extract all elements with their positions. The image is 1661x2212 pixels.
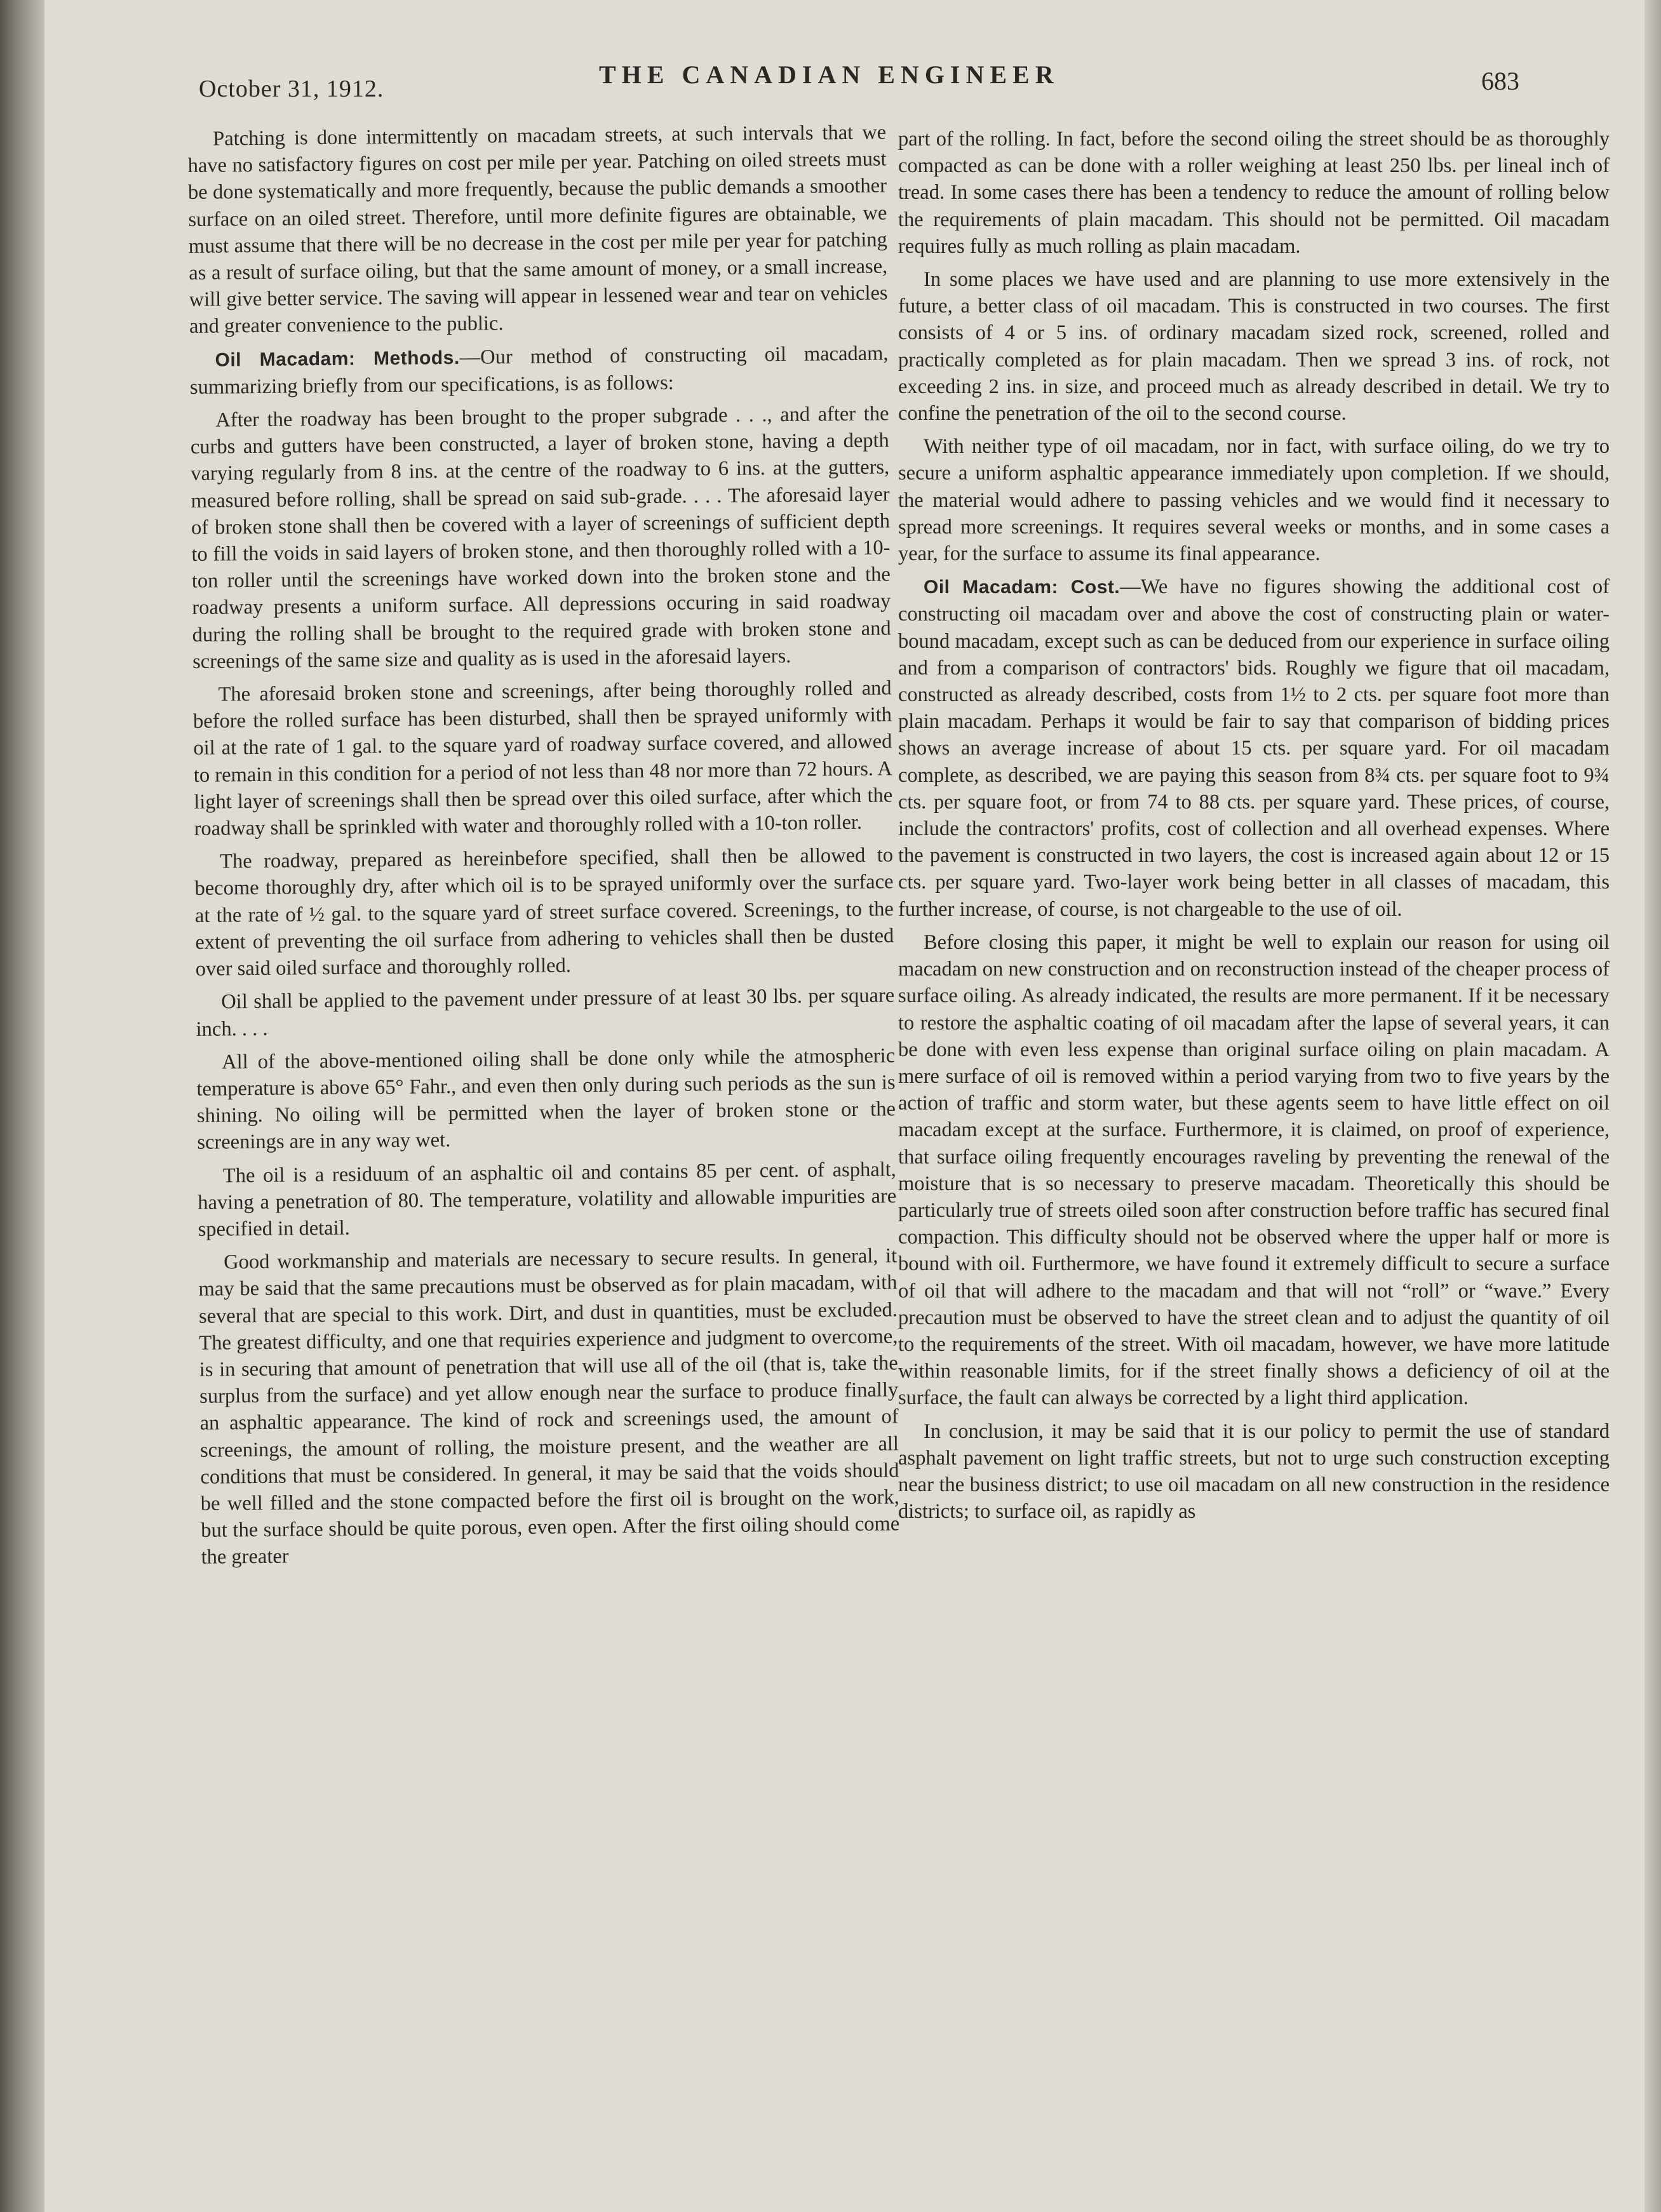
paragraph-text: —We have no figures showing the additional cost of constructing oil macadam over and above the cost of constructing plain or water-bound macadam, except such as can be deduced from our experience in surface oiling and from a comparison of contractors' bids. Roughly we figure that oil macadam, constructed as already described, costs from 1½ to 2 cts. per square foot more than plain macadam. Perhaps it would be fair to say that comparison of bidding prices shows an average increase of about 15 cts. per square yard. For oil macadam complete, as described, we are paying this season from 8¾ cts. per square foot to 9¾ cts. per square foot, or from 74 to 88 cts. per square yard. These prices, of course, include the contractors' profits, cost of collection and all overhead expenses. Where the pavement is constructed in two layers, the cost is increased again about 12 or 15 cts. per square yard. Two-layer work being better in all classes of macadam, this further increase, of course, is not chargeable to the use of oil. xyxy=(898,575,1610,921)
paragraph: In conclusion, it may be said that it is our policy to permit the use of standard asphalt pavement on light traffic streets, but not to urge such construction excepting near the business district; to use oil macadam on all new construction in the residence districts; to surface oil, as rapidly as xyxy=(898,1419,1610,1524)
paragraph: The roadway, prepared as hereinbefore specified, shall then be allowed to become thoroughly dry, after which oil is to be sprayed uniformly over the surface at the rate of ½ gal. to the square yard of street surface covered. Screenings, to the extent of preventing the oil surface from adhering to vehicles shall then be dusted over said oiled surface and thoroughly rolled. xyxy=(194,843,894,981)
paragraph: The oil is a residuum of an asphaltic oil and contains 85 per cent. of asphalt, having a penetration of 80. The temperature, volatility and allowable impurities are specified in detail. xyxy=(198,1157,897,1241)
page-number: 683 xyxy=(1481,67,1519,95)
header-date: October 31, 1912. xyxy=(199,76,384,102)
paragraph: Patching is done intermittently on macadam streets, at such intervals that we have no satisfactory figures on cost per mile per year. Patching on oiled streets must be done systematically and more frequently, because the public demands a smoother surface on an oiled street. Therefore, until more definite figures are obtainable, we must assume that there will be no decrease in the cost per mile per year for patching as a result of surface oiling, but that the same amount of money, or a small increase, will give better service. The saving will appear in lessened wear and tear on vehicles and greater convenience to the public. xyxy=(187,121,888,339)
paragraph: With neither type of oil macadam, nor in fact, with surface oiling, do we try to secure a uniform asphaltic appearance immediately upon completion. If we should, the material would adhere to passing vehicles and we would find it necessary to spread more screenings. It requires several weeks or months, and in some cases a year, for the surface to assume its final appearance. xyxy=(898,435,1610,566)
paragraph xyxy=(898,573,1610,923)
paragraph-text: —Our method of constructing oil macadam, summarizing briefly from our specifications, is as follows: xyxy=(189,342,889,399)
paragraph: After the roadway has been brought to the proper subgrade . . ., and after the curbs and gutters have been constructed, a layer of broken stone, having a depth varying regularly from 8 ins. at the centre of the roadway to 6 ins. at the gutters, measured before rolling, shall be spread on said sub-grade. . . . The aforesaid layer of broken stone shall then be covered with a layer of screenings of sufficient depth to fill the voids in said layers of broken stone, and then thoroughly rolled with a 10-ton roller until the screenings have worked down into the broken stone and the roadway presents a uniform surface. All depressions occuring in said roadway during the rolling shall be brought to the required grade with broken stone and screenings of the same size and quality as is used in the aforesaid layers. xyxy=(190,402,891,673)
paragraph xyxy=(189,340,889,401)
right-column xyxy=(898,126,1610,2107)
section-heading: Oil Macadam: Cost. xyxy=(924,577,1120,598)
paragraph: Oil shall be applied to the pavement under pressure of at least 30 lbs. per square inch. . . . xyxy=(196,984,895,1041)
paragraph: The aforesaid broken stone and screenings, after being thoroughly rolled and before the rolled surface has been disturbed, shall then be sprayed uniformly with oil at the rate of 1 gal. to the square yard of roadway surface covered, and allowed to remain in this condition for a period of not less than 48 nor more than 72 hours. A light layer of screenings shall then be spread over this oiled surface, after which the roadway shall be sprinkled with water and thoroughly rolled with a 10-ton roller. xyxy=(192,676,893,841)
left-column xyxy=(187,119,905,2107)
paragraph: Good workmanship and materials are necessary to secure results. In general, it may be said that the same precautions must be observed as for plain macadam, with several that are special to this work. Dirt, and dust in quantities, must be excluded. The greatest difficulty, and one that requiries experience and judgment to overcome, is in securing that amount of penetration that will use all of the oil (that is, take the surplus from the surface) and yet allow enough near the surface to produce finally an asphaltic appearance. The kind of rock and screenings used, the amount of screenings, the amount of rolling, the moisture present, and the weather are all conditions that must be considered. In general, it may be said that the voids should be well filled and the stone compacted before the first oil is brought on the work, but the surface should be quite porous, even open. After the first oiling should come the greater xyxy=(198,1244,900,1569)
running-header xyxy=(44,56,1644,113)
paragraph: In some places we have used and are planning to use more extensively in the future, a better class of oil macadam. This is constructed in two courses. The first consists of 4 or 5 ins. of ordinary macadam sized rock, screened, rolled and practically completed as for plain macadam. Then we spread 3 ins. of rock, not exceeding 2 ins. in size, and proceed much as already described in detail. We try to confine the penetration of the oil to the second course. xyxy=(898,268,1610,426)
page-edge xyxy=(1644,0,1661,2212)
journal-title: THE CANADIAN ENGINEER xyxy=(599,60,1059,89)
section-heading: Oil Macadam: Methods. xyxy=(215,347,460,371)
paragraph: All of the above-mentioned oiling shall be done only while the atmospheric temperature is above 65° Fahr., and even then only during such periods as the sun is shining. No oiling will be permitted when the layer of broken stone or the screenings are in any way wet. xyxy=(196,1044,896,1155)
page xyxy=(44,0,1644,2212)
binding-shadow xyxy=(0,0,44,2212)
paragraph: part of the rolling. In fact, before the second oiling the street should be as thoroughly compacted as can be done with a roller weighing at least 250 lbs. per lineal inch of tread. In some cases there has been a tendency to reduce the amount of rolling below the requirements of plain macadam. This should not be permitted. Oil macadam requires fully as much rolling as plain macadam. xyxy=(898,128,1610,258)
paragraph: Before closing this paper, it might be well to explain our reason for using oil macadam on new construction and on reconstruction instead of the cheaper process of surface oiling. As already indicated, the results are more permanent. If it be necessary to restore the asphaltic coating of oil macadam after the lapse of several years, it can be done with even less expense than original surface oiling on plain macadam. A mere surface of oil is removed within a period varying from two to five years by the action of traffic and storm water, but these agents seem to have little effect on oil macadam except at the surface. Furthermore, it is claimed, on proof of experience, that surface oiling frequently encourages raveling by preventing the renewal of the moisture that is so necessary to preserve macadam. Theoretically this should be particularly true of streets oiled soon after construction before traffic has secured final compaction. This difficulty should not be observed where the upper half or more is bound with oil. Furthermore, we have found it extremely difficult to secure a surface of oil that will adhere to the macadam and that will not “roll” or “wave.” Every precaution must be observed to have the street clean and to adjust the quantity of oil to the requirements of the street. With oil macadam, however, we have more latitude within reasonable limits, for if the street finally shows a deficiency of oil at the surface, the fault can always be corrected by a light third application. xyxy=(898,930,1610,1410)
